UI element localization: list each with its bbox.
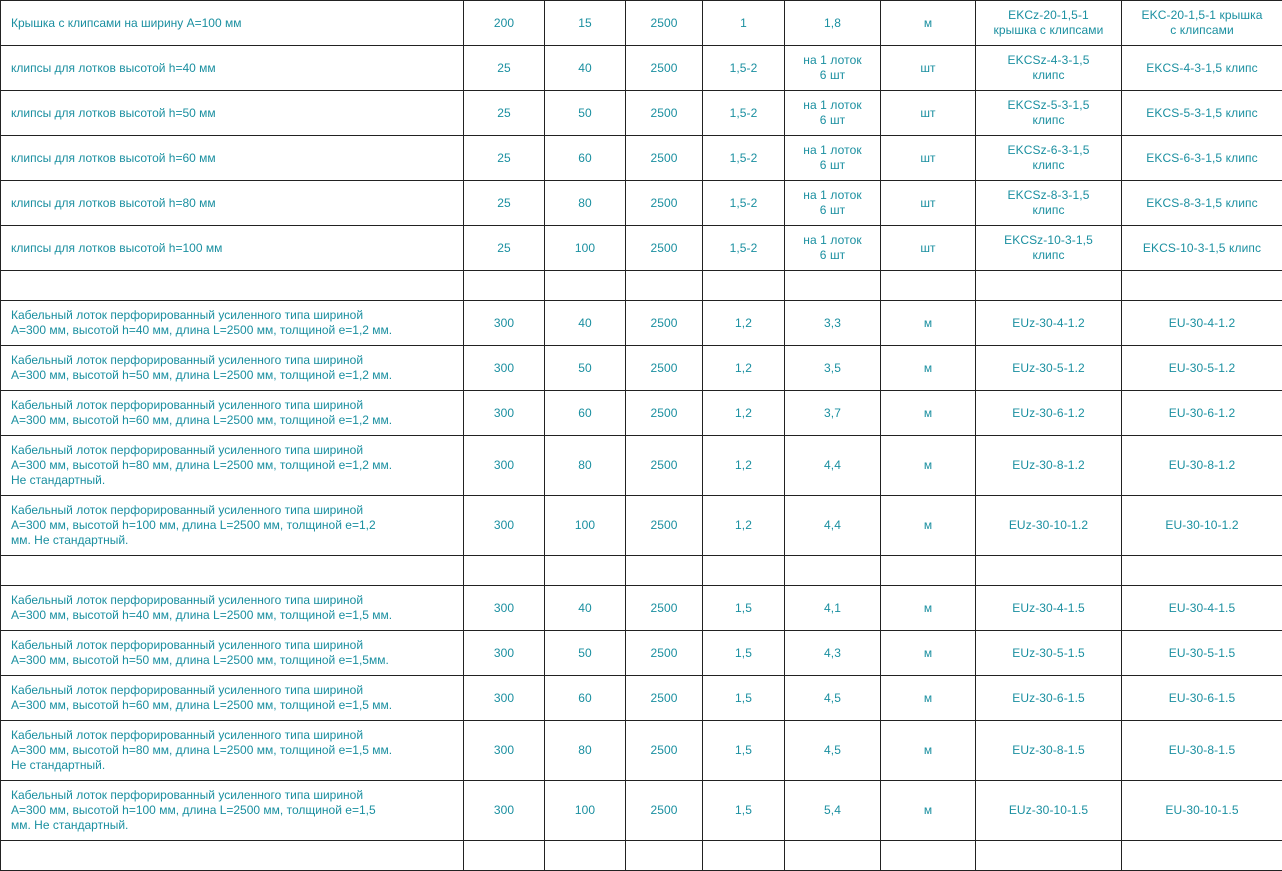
cell-weight: 4,5 xyxy=(785,721,881,781)
cell-width: 300 xyxy=(464,496,545,556)
table-row xyxy=(1,91,1282,136)
table-row xyxy=(1,391,1282,436)
table-row xyxy=(1,436,1282,496)
cell-thickness: 1,2 xyxy=(703,496,785,556)
cell-length: 2500 xyxy=(626,46,703,91)
cell-article: EU-30-5-1.5 xyxy=(1122,631,1282,676)
cell-thickness xyxy=(703,841,785,871)
cell-unit: м xyxy=(881,346,976,391)
cell-description: Кабельный лоток перфорированный усиленного типа шириной А=300 мм, высотой h=100 мм, длина L=2500 мм, толщиной е=1,2 мм. Не стандартный. xyxy=(1,496,464,556)
cell-height: 60 xyxy=(545,391,626,436)
cell-unit xyxy=(881,271,976,301)
cell-description: Кабельный лоток перфорированный усиленного типа шириной А=300 мм, высотой h=50 мм, длина L=2500 мм, толщиной е=1,5мм. xyxy=(1,631,464,676)
cell-description: клипсы для лотков высотой h=40 мм xyxy=(1,46,464,91)
cell-weight: 3,7 xyxy=(785,391,881,436)
cell-description: Кабельный лоток перфорированный усиленного типа шириной А=300 мм, высотой h=80 мм, длина L=2500 мм, толщиной е=1,5 мм. Не стандартный. xyxy=(1,721,464,781)
cell-width: 200 xyxy=(464,1,545,46)
cell-description: клипсы для лотков высотой h=80 мм xyxy=(1,181,464,226)
spec-table-body xyxy=(1,1,1282,871)
cell-length: 2500 xyxy=(626,1,703,46)
cell-unit: м xyxy=(881,301,976,346)
cell-description: Кабельный лоток перфорированный усиленного типа шириной А=300 мм, высотой h=60 мм, длина L=2500 мм, толщиной е=1,2 мм. xyxy=(1,391,464,436)
cell-thickness: 1,2 xyxy=(703,301,785,346)
cell-thickness: 1 xyxy=(703,1,785,46)
cell-thickness: 1,5-2 xyxy=(703,226,785,271)
cell-thickness: 1,2 xyxy=(703,346,785,391)
cell-description: Кабельный лоток перфорированный усиленного типа шириной А=300 мм, высотой h=60 мм, длина L=2500 мм, толщиной е=1,5 мм. xyxy=(1,676,464,721)
cell-length: 2500 xyxy=(626,391,703,436)
cell-description xyxy=(1,841,464,871)
cell-width: 300 xyxy=(464,721,545,781)
cell-height: 100 xyxy=(545,226,626,271)
cell-unit: м xyxy=(881,496,976,556)
cell-article-zinc: EUz-30-6-1.5 xyxy=(976,676,1122,721)
cell-article-zinc: EUz-30-5-1.2 xyxy=(976,346,1122,391)
cell-length: 2500 xyxy=(626,586,703,631)
cell-unit xyxy=(881,841,976,871)
cell-thickness: 1,2 xyxy=(703,391,785,436)
cell-article: EKCS-6-3-1,5 клипс xyxy=(1122,136,1282,181)
cell-thickness: 1,5-2 xyxy=(703,181,785,226)
cell-width: 300 xyxy=(464,346,545,391)
cell-unit: шт xyxy=(881,181,976,226)
cell-length xyxy=(626,841,703,871)
cell-width: 25 xyxy=(464,91,545,136)
cell-article-zinc: EKCSz-8-3-1,5 клипс xyxy=(976,181,1122,226)
cell-weight: 4,4 xyxy=(785,436,881,496)
cell-description: Крышка с клипсами на ширину А=100 мм xyxy=(1,1,464,46)
cell-height: 40 xyxy=(545,586,626,631)
table-row xyxy=(1,1,1282,46)
cell-article: EKCS-4-3-1,5 клипс xyxy=(1122,46,1282,91)
empty-row xyxy=(1,271,1282,301)
cell-height: 80 xyxy=(545,436,626,496)
table-row xyxy=(1,781,1282,841)
cell-description: Кабельный лоток перфорированный усиленного типа шириной А=300 мм, высотой h=100 мм, длина L=2500 мм, толщиной е=1,5 мм. Не стандартный. xyxy=(1,781,464,841)
cell-description xyxy=(1,271,464,301)
cell-description: клипсы для лотков высотой h=60 мм xyxy=(1,136,464,181)
cell-article-zinc: EKCSz-6-3-1,5 клипс xyxy=(976,136,1122,181)
cell-weight: на 1 лоток 6 шт xyxy=(785,91,881,136)
table-row xyxy=(1,136,1282,181)
cell-thickness: 1,5 xyxy=(703,676,785,721)
cell-width: 300 xyxy=(464,436,545,496)
cell-width xyxy=(464,556,545,586)
table-row xyxy=(1,181,1282,226)
cell-height: 15 xyxy=(545,1,626,46)
cell-thickness: 1,5-2 xyxy=(703,46,785,91)
cell-description: Кабельный лоток перфорированный усиленного типа шириной А=300 мм, высотой h=40 мм, длина L=2500 мм, толщиной е=1,2 мм. xyxy=(1,301,464,346)
cell-unit: м xyxy=(881,586,976,631)
cell-article-zinc: EUz-30-4-1.5 xyxy=(976,586,1122,631)
cell-article: EU-30-4-1.2 xyxy=(1122,301,1282,346)
cell-article-zinc xyxy=(976,556,1122,586)
cell-length: 2500 xyxy=(626,346,703,391)
cell-width: 300 xyxy=(464,781,545,841)
cell-thickness: 1,5 xyxy=(703,781,785,841)
cell-weight: на 1 лоток 6 шт xyxy=(785,136,881,181)
cell-thickness: 1,5-2 xyxy=(703,91,785,136)
cell-length: 2500 xyxy=(626,226,703,271)
cell-length: 2500 xyxy=(626,631,703,676)
cell-article-zinc: EKCSz-10-3-1,5 клипс xyxy=(976,226,1122,271)
cell-thickness: 1,2 xyxy=(703,436,785,496)
cell-article xyxy=(1122,841,1282,871)
cell-article: EKC-20-1,5-1 крышка с клипсами xyxy=(1122,1,1282,46)
cell-weight: на 1 лоток 6 шт xyxy=(785,46,881,91)
cell-description: клипсы для лотков высотой h=50 мм xyxy=(1,91,464,136)
cell-length: 2500 xyxy=(626,676,703,721)
cell-width: 300 xyxy=(464,301,545,346)
cell-article-zinc: EKCz-20-1,5-1 крышка с клипсами xyxy=(976,1,1122,46)
table-row xyxy=(1,676,1282,721)
cell-thickness xyxy=(703,271,785,301)
cell-weight: 3,3 xyxy=(785,301,881,346)
cell-length: 2500 xyxy=(626,136,703,181)
table-row xyxy=(1,346,1282,391)
cell-description: Кабельный лоток перфорированный усиленного типа шириной А=300 мм, высотой h=40 мм, длина L=2500 мм, толщиной е=1,5 мм. xyxy=(1,586,464,631)
cell-article-zinc: EKCSz-5-3-1,5 клипс xyxy=(976,91,1122,136)
cell-height: 60 xyxy=(545,136,626,181)
cell-unit: м xyxy=(881,676,976,721)
cell-weight xyxy=(785,841,881,871)
cell-unit: шт xyxy=(881,136,976,181)
cell-length: 2500 xyxy=(626,436,703,496)
cell-weight xyxy=(785,556,881,586)
cell-width xyxy=(464,271,545,301)
cell-height xyxy=(545,556,626,586)
cell-article-zinc: EUz-30-6-1.2 xyxy=(976,391,1122,436)
cell-description xyxy=(1,556,464,586)
cell-width: 300 xyxy=(464,391,545,436)
cell-thickness: 1,5 xyxy=(703,631,785,676)
cell-description: Кабельный лоток перфорированный усиленного типа шириной А=300 мм, высотой h=80 мм, длина L=2500 мм, толщиной е=1,2 мм. Не стандартный. xyxy=(1,436,464,496)
cell-weight: 4,1 xyxy=(785,586,881,631)
cell-article-zinc: EUz-30-8-1.5 xyxy=(976,721,1122,781)
cell-length: 2500 xyxy=(626,721,703,781)
cell-width xyxy=(464,841,545,871)
cell-description: клипсы для лотков высотой h=100 мм xyxy=(1,226,464,271)
table-row xyxy=(1,496,1282,556)
cell-width: 300 xyxy=(464,631,545,676)
cell-height xyxy=(545,271,626,301)
cell-height: 60 xyxy=(545,676,626,721)
cell-article: EU-30-6-1.5 xyxy=(1122,676,1282,721)
cell-article-zinc: EUz-30-10-1.2 xyxy=(976,496,1122,556)
cell-unit: шт xyxy=(881,226,976,271)
cell-length: 2500 xyxy=(626,91,703,136)
table-row xyxy=(1,46,1282,91)
cell-article: EU-30-10-1.2 xyxy=(1122,496,1282,556)
cell-article: EU-30-4-1.5 xyxy=(1122,586,1282,631)
cell-article-zinc xyxy=(976,841,1122,871)
cell-weight: 1,8 xyxy=(785,1,881,46)
cell-weight: на 1 лоток 6 шт xyxy=(785,181,881,226)
cell-unit: м xyxy=(881,631,976,676)
table-row xyxy=(1,721,1282,781)
table-row xyxy=(1,586,1282,631)
cell-article-zinc: EUz-30-5-1.5 xyxy=(976,631,1122,676)
cell-unit: м xyxy=(881,436,976,496)
cell-height xyxy=(545,841,626,871)
cell-article: EU-30-8-1.5 xyxy=(1122,721,1282,781)
cell-width: 25 xyxy=(464,181,545,226)
cell-length xyxy=(626,271,703,301)
cell-article: EU-30-5-1.2 xyxy=(1122,346,1282,391)
cell-height: 50 xyxy=(545,346,626,391)
cell-article: EU-30-8-1.2 xyxy=(1122,436,1282,496)
cell-unit: шт xyxy=(881,46,976,91)
cell-height: 80 xyxy=(545,181,626,226)
cell-length: 2500 xyxy=(626,496,703,556)
cell-thickness xyxy=(703,556,785,586)
cell-height: 50 xyxy=(545,631,626,676)
cell-article xyxy=(1122,271,1282,301)
cell-description: Кабельный лоток перфорированный усиленного типа шириной А=300 мм, высотой h=50 мм, длина L=2500 мм, толщиной е=1,2 мм. xyxy=(1,346,464,391)
cell-unit: м xyxy=(881,781,976,841)
table-row xyxy=(1,226,1282,271)
cell-article: EKCS-8-3-1,5 клипс xyxy=(1122,181,1282,226)
cell-width: 300 xyxy=(464,676,545,721)
cell-length: 2500 xyxy=(626,781,703,841)
cell-height: 80 xyxy=(545,721,626,781)
cell-article-zinc: EUz-30-4-1.2 xyxy=(976,301,1122,346)
cell-weight: 4,3 xyxy=(785,631,881,676)
cell-width: 300 xyxy=(464,586,545,631)
cell-length: 2500 xyxy=(626,301,703,346)
cell-article-zinc: EUz-30-8-1.2 xyxy=(976,436,1122,496)
cell-height: 40 xyxy=(545,46,626,91)
cell-thickness: 1,5 xyxy=(703,586,785,631)
cell-article: EU-30-10-1.5 xyxy=(1122,781,1282,841)
cell-weight: 4,4 xyxy=(785,496,881,556)
cell-height: 40 xyxy=(545,301,626,346)
table-row xyxy=(1,631,1282,676)
cell-width: 25 xyxy=(464,226,545,271)
cell-height: 100 xyxy=(545,781,626,841)
cell-article xyxy=(1122,556,1282,586)
cell-thickness: 1,5-2 xyxy=(703,136,785,181)
cell-width: 25 xyxy=(464,136,545,181)
empty-row xyxy=(1,556,1282,586)
cell-thickness: 1,5 xyxy=(703,721,785,781)
cell-length xyxy=(626,556,703,586)
cell-length: 2500 xyxy=(626,181,703,226)
cell-article-zinc: EUz-30-10-1.5 xyxy=(976,781,1122,841)
cell-unit: м xyxy=(881,721,976,781)
cell-weight: 3,5 xyxy=(785,346,881,391)
cell-unit: м xyxy=(881,391,976,436)
cell-weight: на 1 лоток 6 шт xyxy=(785,226,881,271)
cell-weight xyxy=(785,271,881,301)
cell-weight: 5,4 xyxy=(785,781,881,841)
cell-article: EKCS-5-3-1,5 клипс xyxy=(1122,91,1282,136)
cell-height: 100 xyxy=(545,496,626,556)
table-row xyxy=(1,301,1282,346)
cell-weight: 4,5 xyxy=(785,676,881,721)
cell-unit: м xyxy=(881,1,976,46)
cell-width: 25 xyxy=(464,46,545,91)
empty-row xyxy=(1,841,1282,871)
cell-unit: шт xyxy=(881,91,976,136)
cell-article: EU-30-6-1.2 xyxy=(1122,391,1282,436)
cell-article-zinc xyxy=(976,271,1122,301)
cell-unit xyxy=(881,556,976,586)
cell-article: EKCS-10-3-1,5 клипс xyxy=(1122,226,1282,271)
cell-height: 50 xyxy=(545,91,626,136)
cell-article-zinc: EKCSz-4-3-1,5 клипс xyxy=(976,46,1122,91)
